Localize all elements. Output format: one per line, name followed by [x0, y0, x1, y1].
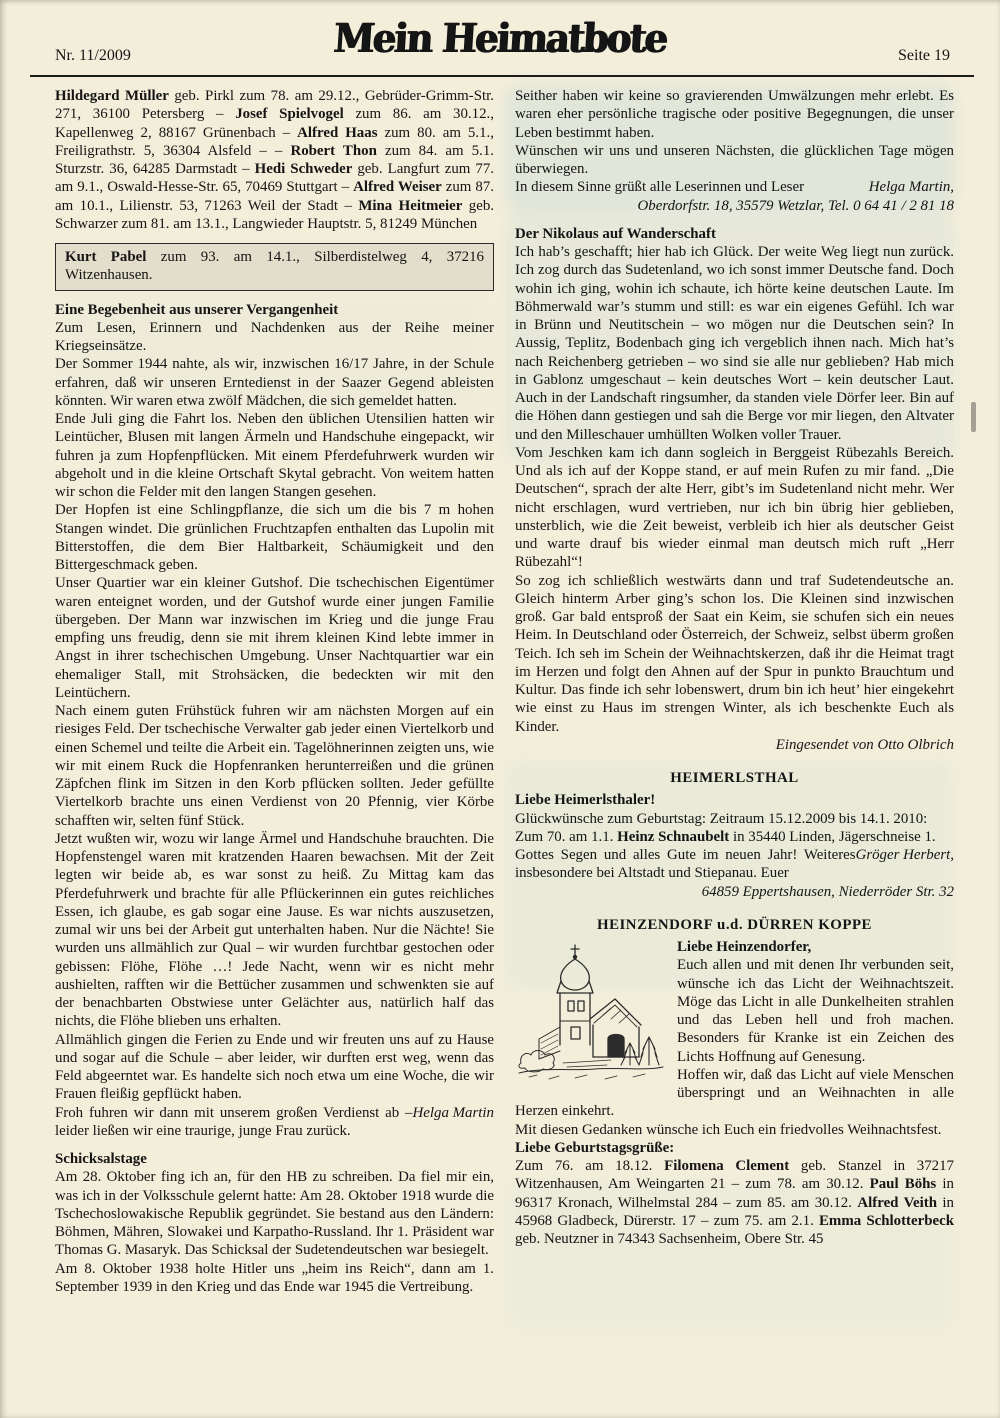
church-icon	[515, 941, 667, 1091]
right-column	[515, 87, 954, 1296]
page-number: Seite 19	[898, 47, 950, 64]
story-paragraph: Unser Quartier war ein kleiner Gutshof. Die tschechischen Eigentümer waren enteignet worden, und der Gutshof wurde einer jungen Familie übergeben. Der Mann war inzwischen im Krieg und die junge Frau empfing uns freudig, denn sie mit ihrem kleinen Kind lebte immer in Angst in ihrer tschechischen Umgebung. Unser Nachtquartier war ein ehemaliger Stall, mit Strohsäcken, die bedeckten wir mit den Leintüchern.	[55, 575, 494, 701]
heinzendorf-paragraph: Hoffen wir, daß das Licht auf viele Menschen überspringt und an Weihnachten in alle Herzen einkehrt.	[515, 1066, 954, 1120]
nikolaus-paragraph: Vom Jeschken kam ich dann sogleich in Berggeist Rübezahls Bereich. Und als ich auf der Koppe stand, er auf mein Rufen zu mir fand. „Die Deutschen“, sprach der alte Herr, gibt’s im Sudetenland nicht mehr. Wer nicht erschlagen, wurd vertrieben, nur ich bin übrig hier geblieben, unsterblich, wie die Zeit beweist, verbleib ich hier als deutscher Geist und warte drauf bis wieder einmal man deutsch mich ruft „Herr Rübezahl“!	[515, 444, 954, 571]
heimerlsthal-paragraph: Zum 70. am 1.1. Heinz Schnaubelt in 35440 Linden, Jägerschneise 1.	[515, 828, 936, 845]
heinzendorf-paragraph: Mit diesen Gedanken wünsche ich Euch ein friedvolles Weihnachtsfest.	[515, 1121, 942, 1138]
fate-paragraph: Am 28. Oktober fing ich an, für den HB zu schreiben. Da fiel mir ein, was ich in der Volksschule gelernt hatte: Am 28. Oktober 1918 wurde die Tschechoslowakische Republik gegründet. Sie bestand aus den Ländern: Böhmen, Mähren, Slowakei und Karpatho-Russland. Ihr 1. Präsident war Thomas G. Masaryk. Das Schicksal der Sudetendeutschen war besiegelt.	[55, 1169, 494, 1259]
header-rule	[30, 75, 974, 77]
intro-closing-with-signature: Helga Martin, In diesem Sinne grüßt alle Leserinnen und Leser	[515, 179, 954, 196]
heinzendorf-section-title: HEINZENDORF u.d. DÜRREN KOPPE	[597, 916, 872, 933]
story-paragraph: Allmählich gingen die Ferien zu Ende und wir freuten uns auf zu Hause und sogar auf die Schule – aber leider, wir durften erst weg, wenn das Feld abgeerntet war. Es handelte sich noch etwa um eine Woche, die wir Frauen fleißig gepflückt haben.	[55, 1031, 494, 1103]
birthday-highlight-box	[55, 243, 494, 291]
fate-section-title: Schicksalstage	[55, 1151, 147, 1167]
birthday-greetings-title: Liebe Geburtstagsgrüße:	[515, 1139, 675, 1156]
heimerlsthal-section-title: HEIMERLSTHAL	[670, 770, 799, 786]
story-paragraph: Jetzt wußten wir, wozu wir lange Ärmel und Handschuhe brauchten. Die Hopfenstengel waren mit kratzenden Haaren bewachsen. Mit der Zeit legten wir beide ab, es war sonst zu heiß. Zu Mittag kam das Pferdefuhrwerk und brachte für alle Pflückerinnen ein gutes reichliches Essen, ich glaube, es gab sogar eine Jause. Es war nichts auszusetzen, zumal wir uns bei der Arbeit gut unterhalten haben. Nur die Nächte! Sie wurden uns allmählich zur Qual – wir wurden furchtbar gestochen oder gebissen: Flöhe, Flöhe …! Jede Nacht, wenn wir es nicht mehr aushielten, rafften wir die Bettücher zusammen und schwenkten sie auf der benachbarten Obstwiese unter Gelächter aus, natürlich half das nichts, die Flöhe blieben uns erhalten.	[55, 830, 494, 1030]
nikolaus-paragraph: So zog ich schließlich westwärts dann und traf Sudetendeutsche an. Gleich hinterm Arber ging’s schon los. Die Kleinen sind inzwischen groß. Gar bald entsproß der Saat ein Keim, sie schufen sich ein neues Heim. In Deutschland oder Österreich, der Schweiz, selbst überm großen Teich. Ich seh im Schein der Weihnachtskerzen, daß ihr die Heimat tragt im Herzen und folgt den Ahnen auf der Spur in punkto Brauchtum und Kultur. Das finde ich sehr lobenswert, drum bin ich heut’ hier eingekehrt wie einst zu Haus im strengen Winter, als ich beschenkte Euch als Kinder.	[515, 572, 954, 735]
nikolaus-paragraph: Ich hab’s geschafft; hier hab ich Glück. Der weite Weg liegt nun zurück. Ich zog durch das Sudetenland, wo ich sonst immer Deutsche fand. Doch wohin ich ging, wohin ich schaute, ich hörte keine deutschen Laute. Im Böhmerwald war’s stumm und still: es war ein eigenes Gefühl. Ich war in Brünn und Neutitschein – wo mögen nur die Deutschen sein? In Aussig, Teplitz, Bodenbach ging ich vergeblich ihnen nach. Mich hat’s nach Reichenberg getrieben – wo sind sie alle nur geblieben? Hab mich in Gablonz umgeschaut – kein deutsches Wort – kein deutscher Laut. Auch in der Landschaft ringsumher, da standen viele Dörfer leer. Bin auf die Höhen dann gestiegen und sah die Berge vor mir liegen, den Altvater und den Milleschauer umhüllten Wolken voller Trauer.	[515, 244, 954, 443]
church-sketch-illustration	[515, 941, 667, 1091]
nikolaus-section-title: Der Nikolaus auf Wanderschaft	[515, 225, 716, 242]
story-paragraph: Nach einem guten Frühstück fuhren wir am nächsten Morgen auf ein riesiges Feld. Der tschechische Verwalter gab jeder einen Viertelkorb und einen Schemel und teilte die Arbeit ein. Tagelöhnerinnen zeigten uns, wie wir mit einem Ruck die Hopfenranken herunterreißen und die grünen Zäpfchen flink im Sitzen in den Korb pflücken sollten. Jeder gefüllte Viertelkorb brachte uns einen Verdienst von 20 Pfennig, vier Körbe schafften wir, selten fünf Stück.	[55, 703, 494, 829]
issue-number: Nr. 11/2009	[55, 47, 131, 64]
story-paragraph: Der Sommer 1944 nahte, als wir, inzwischen 16/17 Jahre, in der Schule erfahren, daß wir unseren Erntedienst in der Saazer Gegend ableisten könnten. Wir waren etwa zwölf Mädchen, die sich gemeldet hatten.	[55, 356, 494, 409]
signature-address: Oberdorfstr. 18, 35579 Wetzlar, Tel. 0 64 41 / 2 81 18	[637, 197, 954, 214]
story-paragraph: Der Hopfen ist eine Schlingpflanze, die sich um die bis 7 m hohen Stangen windet. Die grünlichen Fruchtzapfen enthalten das Lupolin mit Bitterstoffen, die dem Bier Haltbarkeit, Schäumigkeit und den Bittergeschmack geben.	[55, 502, 494, 573]
intro-paragraph: Seither haben wir keine so gravierenden Umwälzungen mehr erlebt. Es waren eher persönliche tragische oder positive Begegnungen, die unser Leben bestimmt haben.	[515, 88, 954, 141]
heimerlsthal-closing-with-signature: Gröger Herbert, Gottes Segen und alles Gute im neuen Jahr! Weiteres insbesondere bei Altstadt und Stiepanau. Euer	[515, 847, 954, 882]
heimerlsthal-paragraph: Glückwünsche zum Geburtstag: Zeitraum 15.12.2009 bis 14.1. 2010:	[515, 810, 928, 827]
heinzendorf-paragraph: Euch allen und mit denen Ihr verbunden seit, wünsche ich das Licht der Weihnachtszeit. Möge das Licht in alle Dunkelheiten strahlen und das Leben hell und froh machen. Besonders für Kranke ist ein Zeichen des Lichts Hoffnung auf Genesung.	[677, 957, 954, 1065]
birthday-list-paragraph: Hildegard Müller geb. Pirkl zum 78. am 29.12., Gebrüder-Grimm-Str. 271, 36100 Petersberg – Josef Spielvogel zum 86. am 30.12., Kapellenweg 2, 88167 Grünenbach – Alfred Haas zum 80. am 5.1., Freiligrathstr. 5, 36304 Alsfeld – – Robert Thon zum 84. am 5.1. Sturzstr. 36, 64285 Darmstadt – Hedi Schweder geb. Langfurt zum 77. am 9.1., Oswald-Hesse-Str. 65, 70469 Stuttgart – Alfred Weiser zum 87. am 10.1., Lilienstr. 53, 71263 Weil der Stadt – Mina Heitmeier geb. Schwarzer zum 81. am 13.1., Langwieder Hauptstr. 5, 81249 München	[55, 88, 494, 232]
heimerlsthal-salutation: Liebe Heimerlsthaler!	[515, 792, 656, 809]
left-column	[55, 87, 494, 1296]
boxed-birthday-entry: Kurt Pabel zum 93. am 14.1., Silberdistelweg 4, 37216 Witzenhausen.	[65, 249, 484, 284]
birthday-greetings-paragraph: Zum 76. am 18.12. Filomena Clement geb. Stanzel in 37217 Witzenhausen, Am Weingarten 21 – zum 78. am 30.12. Paul Böhs in 96317 Kronach, Wilhelmstal 284 – zum 85. am 30.12. Alfred Veith in 45968 Gladbeck, Dürerstr. 17 – zum 75. am 2.1. Emma Schlotterbeck geb. Neutzner in 74343 Sachsenheim, Obere Str. 45	[515, 1158, 955, 1247]
content-columns	[55, 87, 954, 1296]
nikolaus-signature: Eingesendet von Otto Olbrich	[775, 736, 954, 753]
story-paragraph: Zum Lesen, Erinnern und Nachdenken aus der Reihe meiner Kriegseinsätze.	[55, 319, 494, 354]
masthead-title: Mein Heimatbote	[332, 14, 668, 62]
story-closing-with-signature: Helga Martin Froh fuhren wir dann mit unserem großen Verdienst ab – leider ließen wir eine traurige, junge Frau zurück.	[55, 1104, 494, 1139]
heimerlsthal-signature-address: 64859 Eppertshausen, Niederröder Str. 32	[701, 883, 954, 900]
fate-paragraph: Am 8. Oktober 1938 holte Hitler uns „heim ins Reich“, dann am 1. September 1939 in den Krieg und das Ende war 1945 die Vertreibung.	[55, 1260, 494, 1295]
scan-artifact	[971, 402, 976, 432]
story-section-title: Eine Begebenheit aus unserer Vergangenheit	[55, 301, 339, 318]
heinzendorf-salutation: Liebe Heinzendorfer,	[677, 939, 812, 955]
story-paragraph: Ende Juli ging die Fahrt los. Neben den üblichen Utensilien hatten wir Leintücher, Blusen mit langen Ärmeln und Handschuhe eingepackt, wir fuhren ja zum Hopfenpflücken. Mit einem Pferdefuhrwerk wurden wir abgeholt und in die kleine Ortschaft Skytal gebracht. Von weitem hatten wir schon die Felder mit den langen Stangen gesehen.	[55, 411, 494, 500]
intro-paragraph: Wünschen wir uns und unseren Nächsten, die glücklichen Tage mögen überwiegen.	[515, 142, 954, 177]
